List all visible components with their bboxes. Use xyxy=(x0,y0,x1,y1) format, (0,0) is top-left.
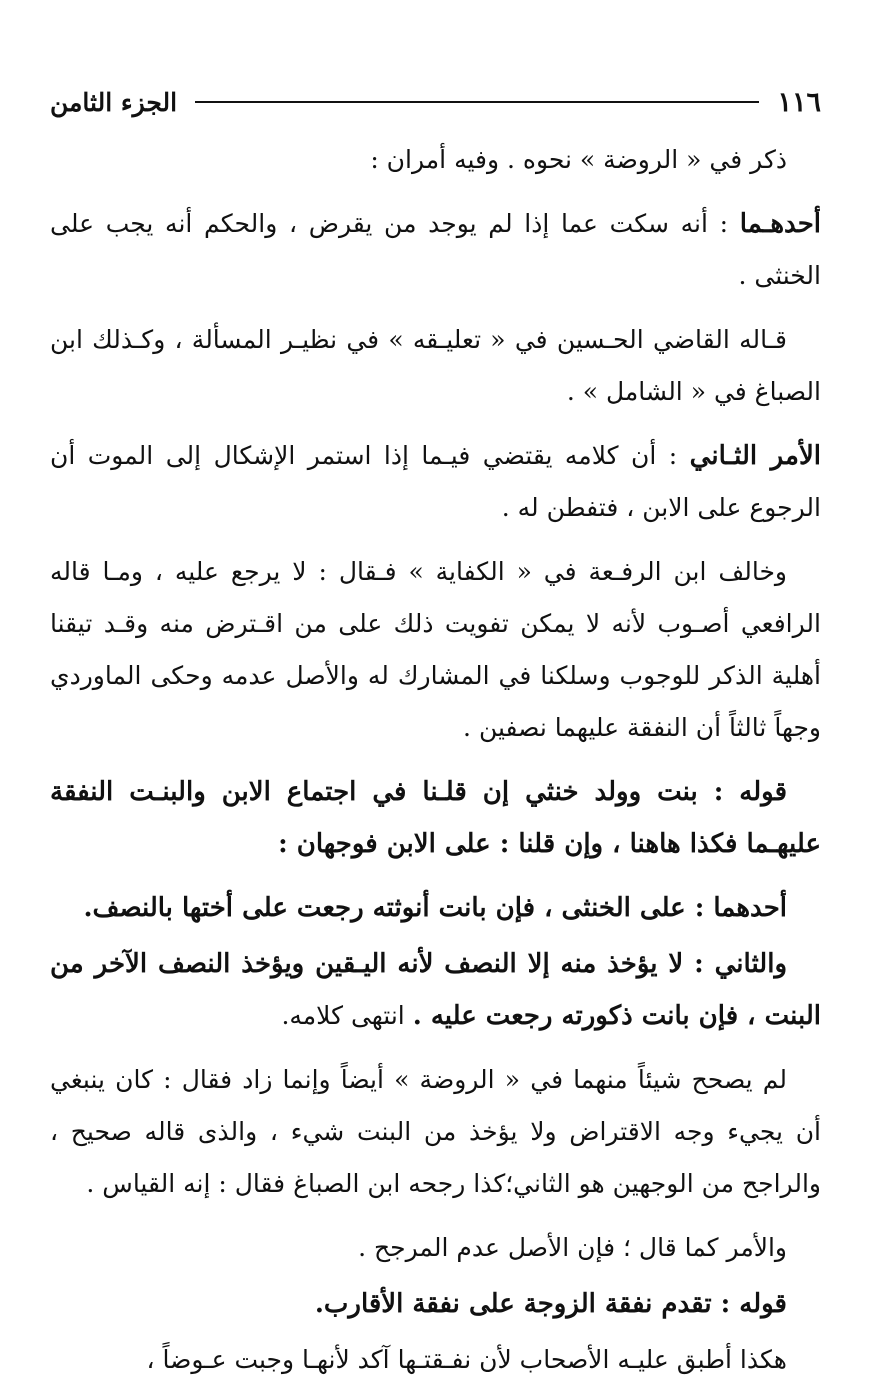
page-number: ١١٦ xyxy=(777,86,821,118)
paragraph: الأمر الثـاني : أن كلامه يقتضي فيـما إذا استمر الإشكال إلى الموت أن الرجوع على الابن ، فتفطن له . xyxy=(50,441,821,522)
quoted-paragraph: قوله : تقدم نفقة الزوجة على نفقة الأقارب. xyxy=(314,1289,787,1319)
paragraph: لم يصحح شيئاً منهما في « الروضة » أيضاً وإنما زاد فقال : كان ينبغي أن يجيء وجه الاقتراض ولا يؤخذ من البنت شيء ، والذى قاله صحيح ، والراجح من الوجهين هو الثاني؛كذا رجحه ابن الصباغ فقال : إنه القياس . xyxy=(50,1065,821,1198)
quoted-paragraph: أحدهما : على الخنثى ، فإن بانت أنوثته رجعت على أختها بالنصف. xyxy=(83,893,787,923)
paragraph: هكذا أطبق عليـه الأصحاب لأن نفـقتـها آكد لأنهـا وجبت عـوضاً ، xyxy=(146,1345,787,1374)
paragraph: والأمر كما قال ؛ فإن الأصل عدم المرجح . xyxy=(358,1233,787,1262)
paragraph: قـاله القاضي الحـسين في « تعليـقه » في نظيـر المسألة ، وكـذلك ابن الصباغ في « الشامل » . xyxy=(50,325,821,406)
quoted-paragraph: قوله : بنت وولد خنثي إن قلـنا في اجتماع الابن والبنـت النفقة عليهـما فكذا هاهنا ، وإن قلنا : على الابن فوجهان : xyxy=(50,777,821,859)
header-rule xyxy=(195,101,759,103)
paragraph: أحدهـما : أنه سكت عما إذا لم يوجد من يقرض ، والحكم أنه يجب على الخنثى . xyxy=(50,209,821,290)
paragraph: وخالف ابن الرفـعة في « الكفاية » فـقال : لا يرجع عليه ، ومـا قاله الرافعي أصـوب لأنه لا يمكن تفويت ذلك على من اقـترض منه وقـد تيقنا أهلية الذكر للوجوب وسلكنا في المشارك له والأصل عدمه وحكى الماوردي وجهاً ثالثاً أن النفقة عليهما نصفين . xyxy=(50,557,821,742)
paragraph-lead: أحدهـما xyxy=(739,209,821,239)
part-title: الجزء الثامن xyxy=(50,87,178,117)
paragraph: ذكر في « الروضة » نحوه . وفيه أمران : xyxy=(370,145,787,174)
page-header xyxy=(50,78,821,126)
paragraph-lead: الأمر الثـاني xyxy=(689,441,821,471)
quoted-paragraph: والثاني : لا يؤخذ منه إلا النصف لأنه اليـقين ويؤخذ النصف الآخر من البنت ، فإن بانت ذكورته رجعت عليه . انتهى كلامه. xyxy=(50,949,821,1031)
